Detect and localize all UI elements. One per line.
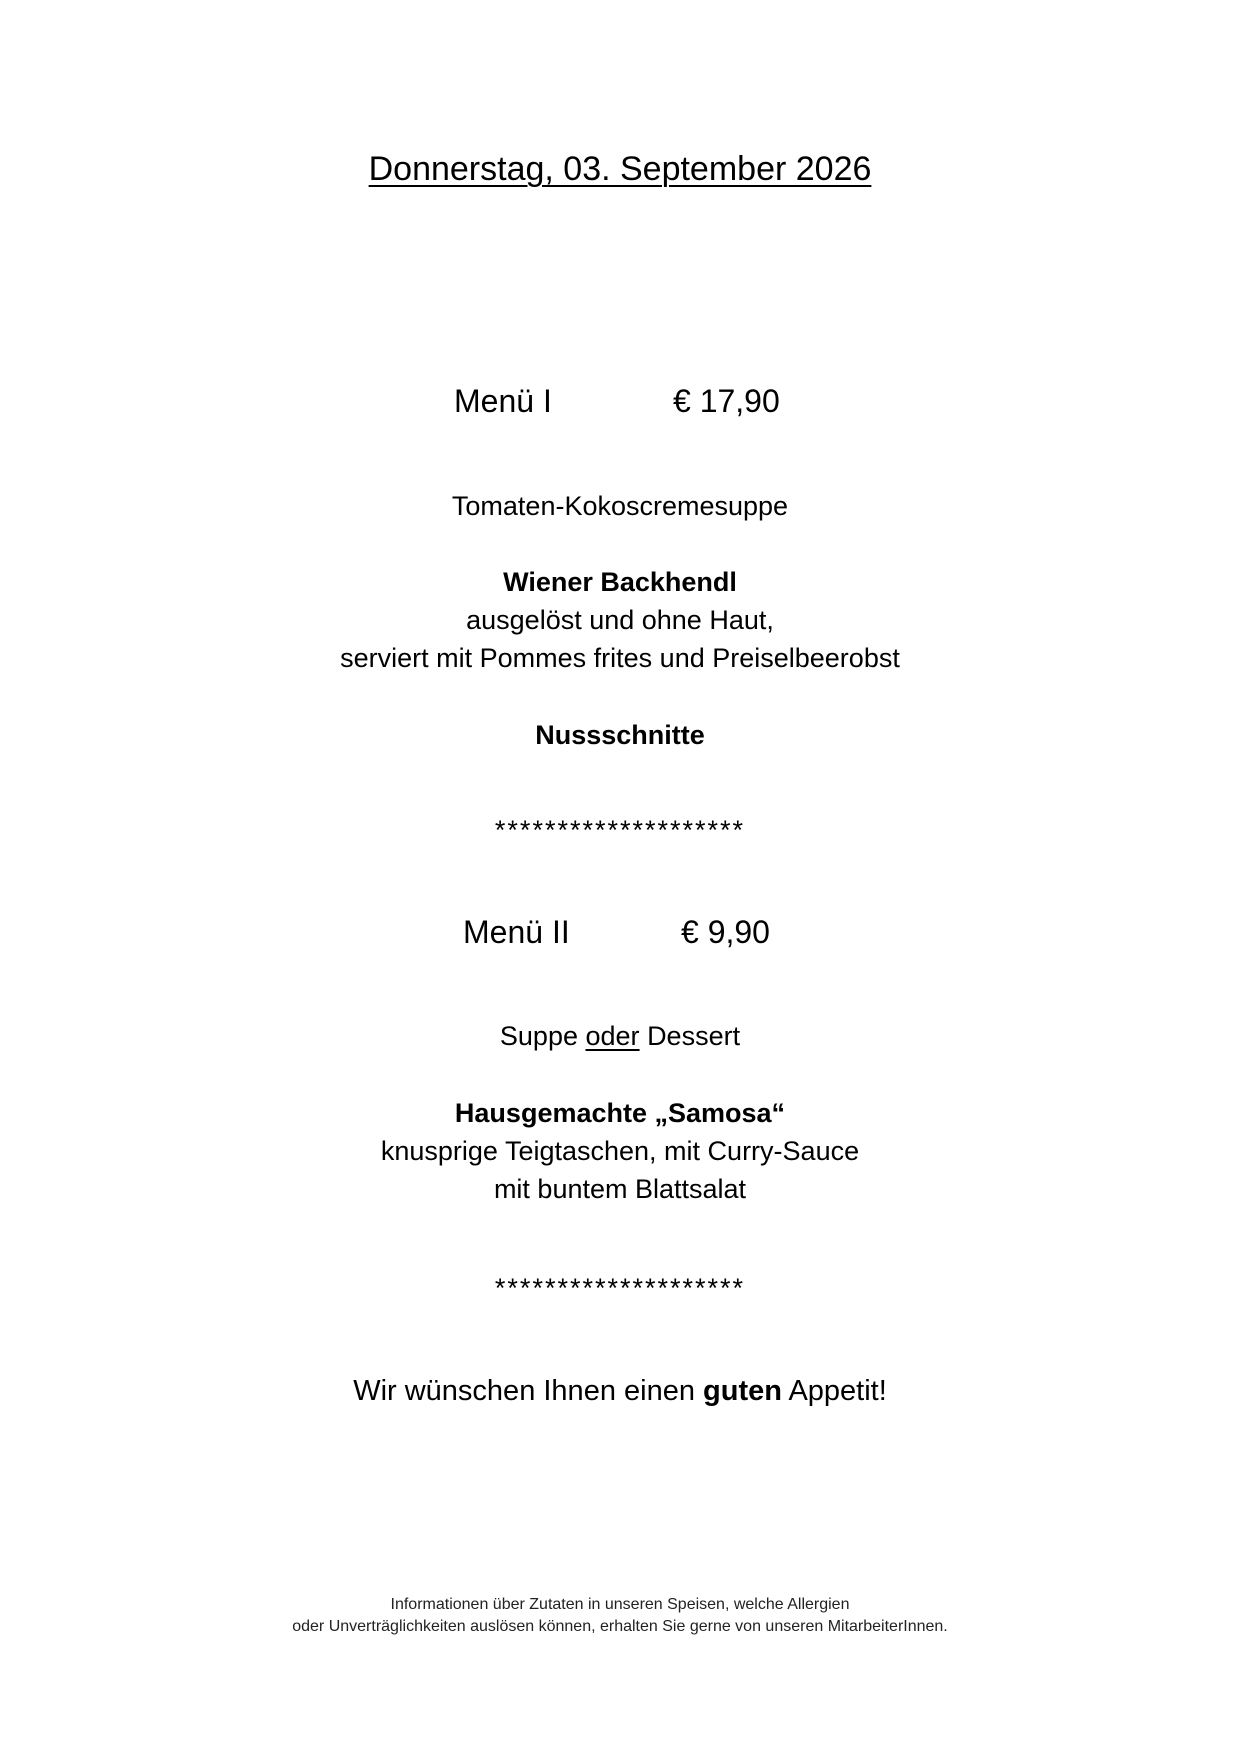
closing-pre: Wir wünschen Ihnen einen	[353, 1375, 695, 1407]
separator-1: ********************	[494, 815, 746, 845]
closing-emph: guten	[703, 1375, 782, 1407]
menu1-dessert: Nussschnitte	[535, 720, 705, 750]
menu2-choice-or: oder	[585, 1021, 640, 1051]
menu2-main-desc-2: mit buntem Blattsalat	[493, 1174, 747, 1204]
menu2-name: Menü II	[463, 914, 570, 950]
menu1-price: € 17,90	[673, 383, 780, 419]
menu1-main-desc-2: serviert mit Pommes frites und Preiselbeerobst	[340, 643, 900, 673]
menu2-choice-soup: Suppe	[499, 1021, 578, 1051]
page-title: Donnerstag, 03. September 2026	[368, 150, 872, 188]
menu1-main-desc-1: ausgelöst und ohne Haut,	[466, 605, 774, 635]
menu2-main-title: Hausgemachte „Samosa“	[454, 1098, 786, 1128]
menu1-main-title: Wiener Backhendl	[503, 567, 737, 597]
separator-2: ********************	[494, 1273, 746, 1303]
menu1-name: Menü I	[454, 383, 552, 419]
menu2-choice-dessert: Dessert	[647, 1021, 741, 1051]
menu2-price: € 9,90	[681, 914, 770, 950]
menu2-main-desc-1: knusprige Teigtaschen, mit Curry-Sauce	[380, 1136, 860, 1166]
menu2-choice	[0, 1017, 1240, 1055]
closing-line	[0, 1375, 1240, 1408]
menu2-header	[0, 914, 1240, 954]
closing-post: Appetit!	[788, 1375, 887, 1407]
menu1-header	[0, 383, 1240, 423]
allergen-note-line-1: Informationen über Zutaten in unseren Speisen, welche Allergien	[390, 1596, 850, 1613]
allergen-note-line-2: oder Unverträglichkeiten auslösen können, erhalten Sie gerne von unseren MitarbeiterInnen.	[292, 1618, 948, 1635]
menu1-starter: Tomaten-Kokoscremesuppe	[451, 491, 789, 521]
